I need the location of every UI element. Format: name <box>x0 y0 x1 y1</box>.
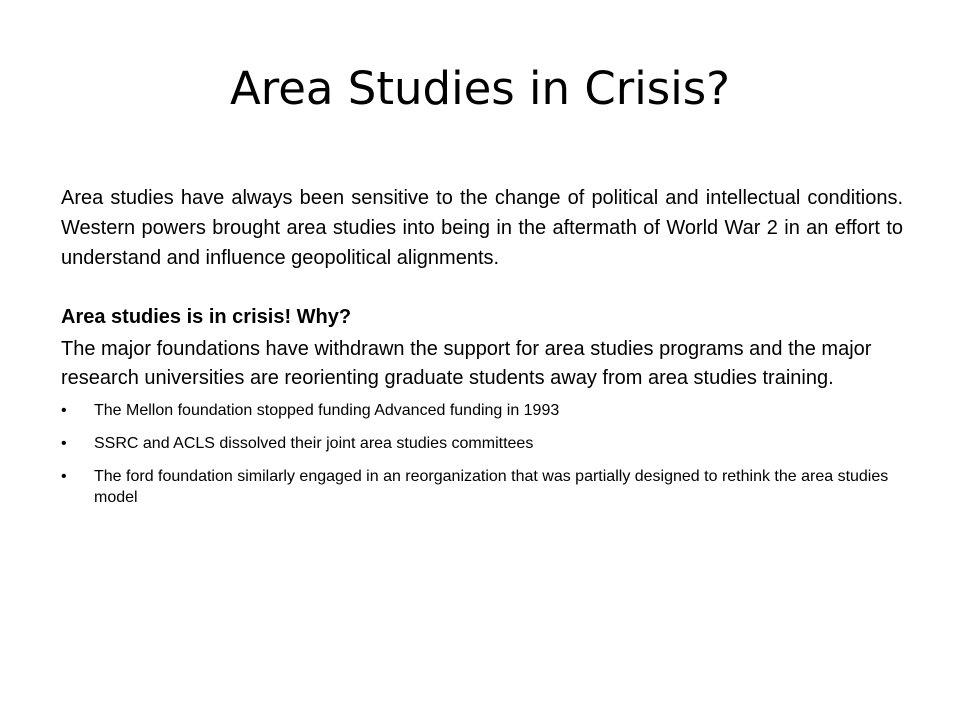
bullet-icon: • <box>61 402 67 419</box>
bullet-text: The Mellon foundation stopped funding Advanced funding in 1993 <box>94 402 560 419</box>
list-item <box>61 400 903 421</box>
explanation-paragraph: The major foundations have withdrawn the support for area studies programs and the major research universities are reorienting graduate students away from area studies training. <box>61 338 872 389</box>
list-item <box>61 433 903 454</box>
bullet-text: The ford foundation similarly engaged in an reorganization that was partially designed to rethink the area studies model <box>94 468 889 506</box>
bullet-icon: • <box>61 435 67 452</box>
intro-paragraph: Area studies have always been sensitive to the change of political and intellectual conditions. Western powers brought area studies into being in the aftermath of World War 2 in an effort to understand and influence geopolitical alignments. <box>61 187 903 269</box>
crisis-question: Area studies is in crisis! Why? <box>61 306 352 328</box>
bullet-list <box>61 400 903 508</box>
bullet-text: SSRC and ACLS dissolved their joint area studies committees <box>94 435 534 452</box>
slide-title: Area Studies in Crisis? <box>229 62 731 115</box>
slide-body <box>61 183 903 520</box>
bullet-icon: • <box>61 468 67 485</box>
list-item <box>61 466 903 508</box>
